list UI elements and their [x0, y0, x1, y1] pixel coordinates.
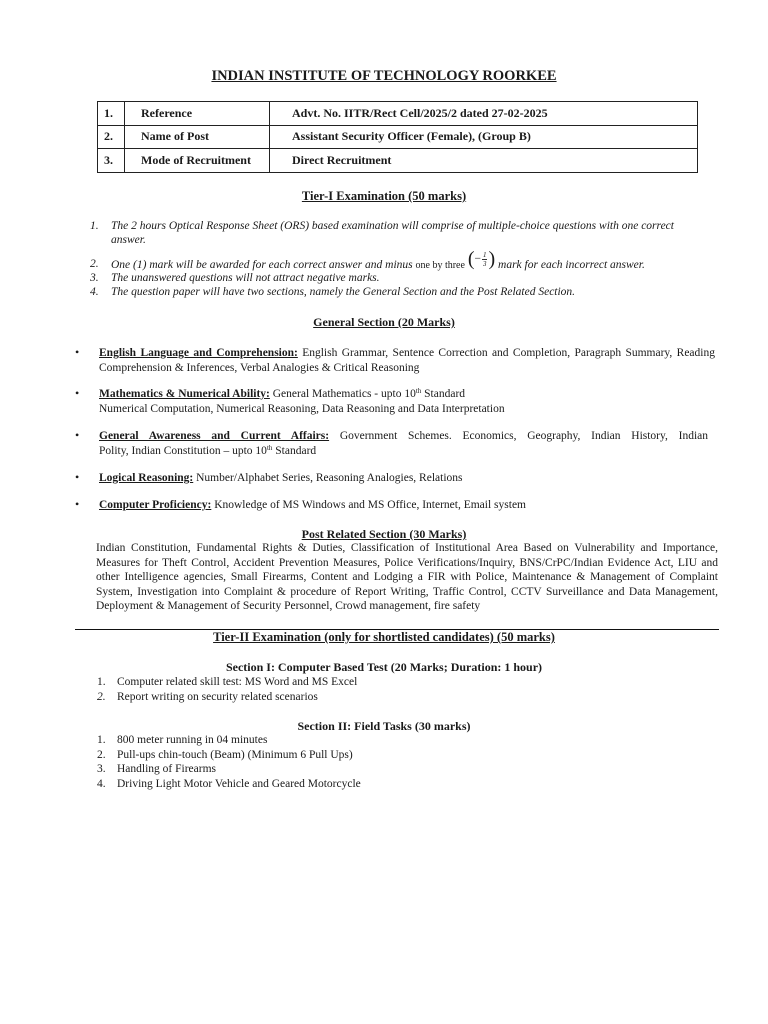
paren-open: (: [467, 248, 475, 271]
item-text-small: one by three: [415, 260, 465, 272]
table-row: [98, 125, 698, 149]
table-row: [98, 102, 698, 126]
table-row: [98, 149, 698, 173]
paragraph-line: Deployment & Management of Security Personnel, Crowd management, fire safety: [96, 600, 481, 612]
row-label: Name of Post: [125, 125, 270, 149]
item-text: The 2 hours Optical Response Sheet (ORS) based examination will comprise of multiple-choice questions with one correct: [111, 220, 674, 232]
list-item: [90, 248, 730, 272]
section1-list: [97, 675, 697, 704]
item-text: Handling of Firearms: [117, 763, 217, 775]
item-text-after: Standard: [421, 388, 466, 400]
paragraph-line: System, Investigation into Complaint & procedure of Report Writing, Traffic Control, CCTV Surveillance and Data Management,: [96, 585, 718, 598]
item-text: Government Schemes. Economics, Geography, Indian History, Indian: [329, 430, 708, 442]
post-related-heading: Post Related Section (30 Marks): [301, 527, 467, 541]
fraction: [482, 251, 488, 268]
item-text-cont: Polity, Indian Constitution – upto 10: [99, 444, 267, 457]
row-number: 1.: [98, 102, 125, 126]
list-item: [99, 471, 715, 486]
item-label: Logical Reasoning:: [99, 472, 194, 484]
item-label: Computer Proficiency:: [99, 499, 212, 511]
item-text: 800 meter running in 04 minutes: [117, 734, 268, 746]
item-number: 1.: [97, 734, 106, 746]
item-text-cont: answer.: [111, 234, 146, 246]
item-text-after: mark for each incorrect answer.: [498, 259, 645, 272]
item-text: Knowledge of MS Windows and MS Office, Internet, Email system: [211, 499, 526, 511]
section1-heading: Section I: Computer Based Test (20 Marks; Duration: 1 hour): [225, 660, 543, 674]
post-related-paragraph: [96, 541, 718, 614]
bullet-icon: •: [75, 497, 80, 511]
list-item: [90, 271, 710, 285]
list-item: [99, 498, 715, 513]
list-item: [97, 777, 697, 792]
item-label: Mathematics & Numerical Ability:: [99, 388, 270, 400]
page-title: INDIAN INSTITUTE OF TECHNOLOGY ROORKEE: [211, 68, 557, 84]
fraction-denominator: 3: [482, 260, 487, 268]
list-item: [99, 429, 708, 458]
tier2-heading: Tier-II Examination (only for shortlisted candidates) (50 marks): [213, 630, 555, 644]
superscript: th: [415, 387, 422, 395]
item-text-cont: Comprehension & Inferences, Verbal Analogies & Critical Reasoning: [99, 361, 420, 374]
row-label: Mode of Recruitment: [125, 149, 270, 173]
item-number: 1.: [90, 220, 99, 232]
tier1-heading: Tier-I Examination (50 marks): [301, 189, 467, 203]
row-number: 2.: [98, 125, 125, 149]
bullet-icon: •: [75, 428, 80, 442]
item-number: 3.: [90, 272, 99, 284]
bullet-icon: •: [75, 386, 80, 400]
item-text: Pull-ups chin-touch (Beam) (Minimum 6 Pull Ups): [117, 748, 353, 761]
superscript: th: [266, 443, 273, 452]
item-text: English Grammar, Sentence Correction and Completion, Paragraph Summary, Reading: [297, 347, 715, 359]
section2-heading: Section II: Field Tasks (30 marks): [297, 719, 471, 733]
row-value: Assistant Security Officer (Female), (Group B): [270, 125, 698, 149]
list-item: [97, 675, 697, 690]
list-item: [99, 387, 715, 416]
paragraph-line: other Intelligence agencies, Small Firearms, Content and Lodging a FIR with Police, Maintenance & Management of Complaint: [96, 571, 718, 583]
row-value: Direct Recruitment: [270, 149, 698, 173]
fraction-numerator: 1: [482, 251, 487, 259]
row-number: 3.: [98, 149, 125, 173]
item-number: 3.: [97, 763, 106, 775]
list-item: [97, 733, 697, 748]
item-text: One (1) mark will be awarded for each correct answer and minus: [111, 259, 413, 272]
list-item: [97, 690, 697, 705]
general-heading: General Section (20 Marks): [313, 315, 455, 329]
item-text: Computer related skill test: MS Word and MS Excel: [117, 676, 358, 688]
row-label: Reference: [125, 102, 270, 126]
item-text: General Mathematics - upto 10: [269, 388, 416, 400]
item-text: The unanswered questions will not attract negative marks.: [111, 272, 380, 284]
item-number: 4.: [97, 777, 106, 790]
bullet-icon: •: [75, 470, 80, 484]
item-number: 2.: [97, 748, 106, 761]
list-item: [97, 762, 697, 777]
row-value: Advt. No. IITR/Rect Cell/2025/2 dated 27-02-2025: [270, 102, 698, 126]
item-label: English Language and Comprehension:: [99, 347, 298, 359]
item-text: Report writing on security related scenarios: [117, 690, 318, 703]
item-text: Number/Alphabet Series, Reasoning Analogies, Relations: [193, 472, 463, 484]
list-item: [97, 748, 697, 763]
item-text-cont: Numerical Computation, Numerical Reasoning, Data Reasoning and Data Interpretation: [99, 402, 505, 415]
paragraph-line: Measures for Theft Control, Accident Prevention Measures, Police Verifications/Inquiry, BNS/CrPC/Indian Evidence Act, LIU and: [96, 556, 718, 569]
item-number: 1.: [97, 676, 106, 688]
item-number: 2.: [90, 258, 99, 270]
paren-close: ): [488, 248, 496, 271]
list-item: [90, 285, 710, 299]
item-text: Driving Light Motor Vehicle and Geared Motorcycle: [117, 777, 361, 790]
minus-sign: −: [474, 253, 481, 266]
list-item: [90, 219, 710, 247]
section2-list: [97, 733, 697, 791]
item-label: General Awareness and Current Affairs:: [99, 430, 330, 442]
paragraph-line: Indian Constitution, Fundamental Rights & Duties, Classification of Institutional Area Based on Vulnerability and Importance,: [96, 542, 718, 554]
list-item: [99, 346, 715, 375]
reference-table: [97, 101, 698, 173]
item-number: 4.: [90, 286, 99, 298]
bullet-icon: •: [75, 345, 80, 359]
item-number: 2.: [97, 690, 106, 703]
item-text: The question paper will have two sections, namely the General Section and the Post Related Section.: [111, 286, 576, 298]
item-text-after: Standard: [272, 444, 317, 457]
